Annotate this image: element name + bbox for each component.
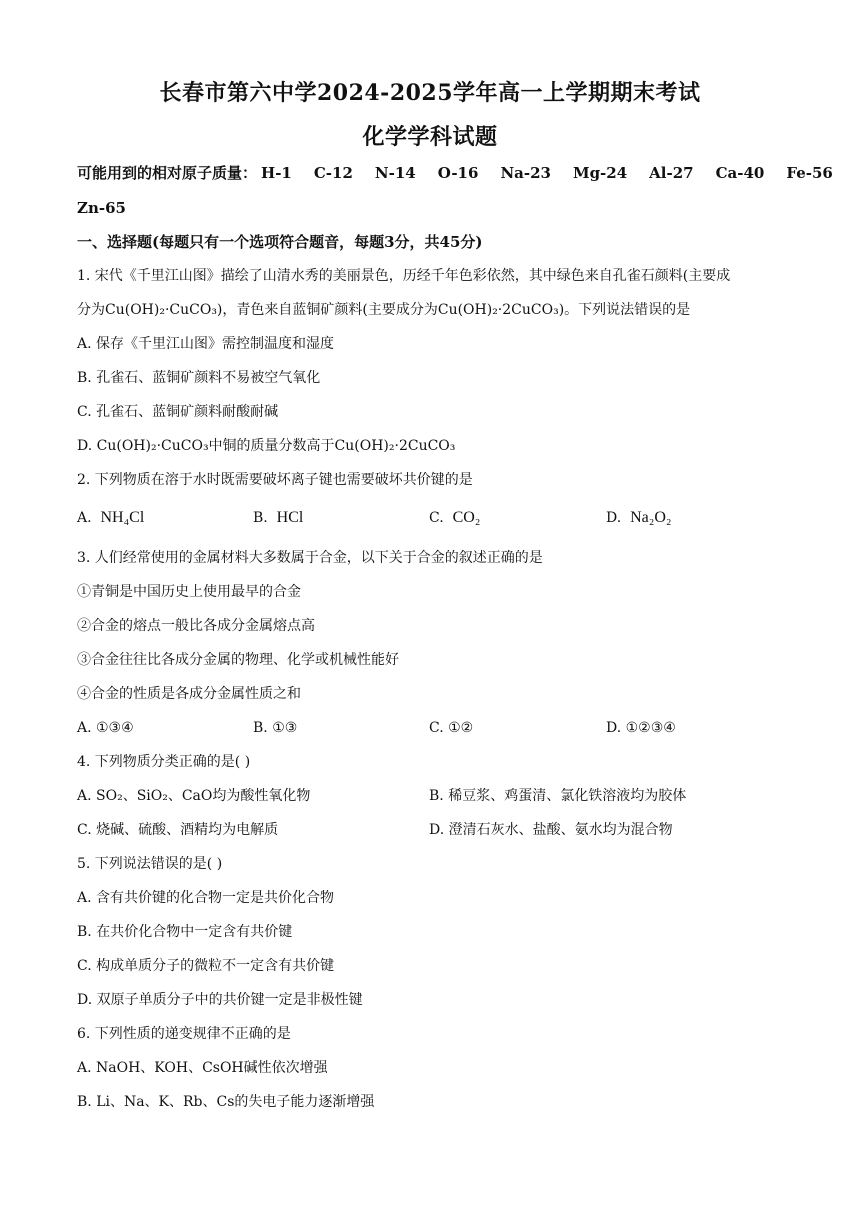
- q5-stem: 5. 下列说法错误的是( ): [77, 856, 223, 872]
- q2-option-a-formula: NH₄Cl: [100, 509, 145, 526]
- q1-stem-line1: 1. 宋代《千里江山图》描绘了山清水秀的美丽景色，历经千年色彩依然，其中绿色来自孔雀石颜料(主要成: [77, 268, 731, 284]
- q2-option-b-formula: HCl: [276, 509, 304, 526]
- atomic-mass-c: C-12: [313, 164, 353, 182]
- q3-option-c: C. ①②: [429, 720, 474, 736]
- atomic-mass-fe: Fe-56: [786, 164, 833, 182]
- q3-option-d: D. ①②③④: [606, 720, 676, 736]
- q3-statement-3: ③合金往往比各成分金属的物理、化学或机械性能好: [77, 652, 399, 668]
- q6-option-b: B. Li、Na、K、Rb、Cs的失电子能力逐渐增强: [77, 1094, 375, 1110]
- q1-stem-line2: 分为Cu(OH)₂·CuCO₃)，青色来自蓝铜矿颜料(主要成分为Cu(OH)₂·2CuCO₃)。下列说法错误的是: [77, 302, 691, 318]
- page-subtitle: 化学学科试题: [362, 124, 498, 150]
- atomic-mass-o: O-16: [437, 164, 479, 182]
- atomic-mass-mg: Mg-24: [572, 164, 628, 182]
- q2-option-d-formula: Na₂O₂: [630, 509, 672, 526]
- q2-option-c-formula: CO₂: [452, 509, 481, 526]
- q2-option-b: B. HCl: [253, 509, 304, 526]
- q6-stem: 6. 下列性质的递变规律不正确的是: [77, 1026, 291, 1042]
- atomic-masses-line: [77, 163, 833, 183]
- q3-statement-2: ②合金的熔点一般比各成分金属熔点高: [77, 618, 315, 634]
- q5-option-c: C. 构成单质分子的微粒不一定含有共价键: [77, 958, 335, 974]
- q4-option-b: B. 稀豆浆、鸡蛋清、氯化铁溶液均为胶体: [429, 788, 687, 804]
- q3-statement-4: ④合金的性质是各成分金属性质之和: [77, 686, 301, 702]
- atomic-masses-label: 可能用到的相对原子质量：: [77, 164, 258, 182]
- q3-statement-1: ①青铜是中国历史上使用最早的合金: [77, 584, 301, 600]
- page-title: 长春市第六中学2024-2025学年高一上学期期末考试: [159, 80, 701, 106]
- q2-option-a: A. NH₄Cl: [77, 509, 145, 526]
- atomic-mass-h: H-1: [261, 164, 292, 182]
- q5-option-b: B. 在共价化合物中一定含有共价键: [77, 924, 293, 940]
- q2-option-c: C. CO₂: [429, 509, 481, 526]
- q3-option-a: A. ①③④: [77, 720, 134, 736]
- atomic-mass-na: Na-23: [500, 164, 551, 182]
- q1-option-a: A. 保存《千里江山图》需控制温度和湿度: [77, 336, 335, 352]
- q5-option-a: A. 含有共价键的化合物一定是共价化合物: [77, 890, 335, 906]
- q3-stem: 3. 人们经常使用的金属材料大多数属于合金，以下关于合金的叙述正确的是: [77, 550, 543, 566]
- q4-option-a: A. SO₂、SiO₂、CaO均为酸性氧化物: [77, 788, 311, 804]
- q2-option-d: D. Na₂O₂: [606, 509, 672, 526]
- atomic-mass-zn: Zn-65: [77, 199, 126, 217]
- section-heading: 一、选择题(每题只有一个选项符合题音，每题3分，共45分): [77, 233, 483, 251]
- q1-option-c: C. 孔雀石、蓝铜矿颜料耐酸耐碱: [77, 404, 279, 420]
- q4-option-c: C. 烧碱、硫酸、酒精均为电解质: [77, 822, 279, 838]
- q6-option-a: A. NaOH、KOH、CsOH碱性依次增强: [77, 1060, 328, 1076]
- atomic-mass-al: Al-27: [649, 164, 694, 182]
- q5-option-d: D. 双原子单质分子中的共价键一定是非极性键: [77, 992, 363, 1008]
- q1-option-b: B. 孔雀石、蓝铜矿颜料不易被空气氧化: [77, 370, 321, 386]
- atomic-mass-ca: Ca-40: [715, 164, 765, 182]
- q1-option-d: D. Cu(OH)₂·CuCO₃中铜的质量分数高于Cu(OH)₂·2CuCO₃: [77, 438, 456, 454]
- q4-option-d: D. 澄清石灰水、盐酸、氨水均为混合物: [429, 822, 673, 838]
- q3-option-b: B. ①③: [253, 720, 298, 736]
- atomic-mass-n: N-14: [374, 164, 416, 182]
- q2-stem: 2. 下列物质在溶于水时既需要破坏离子键也需要破坏共价键的是: [77, 472, 473, 488]
- q4-stem: 4. 下列物质分类正确的是( ): [77, 754, 251, 770]
